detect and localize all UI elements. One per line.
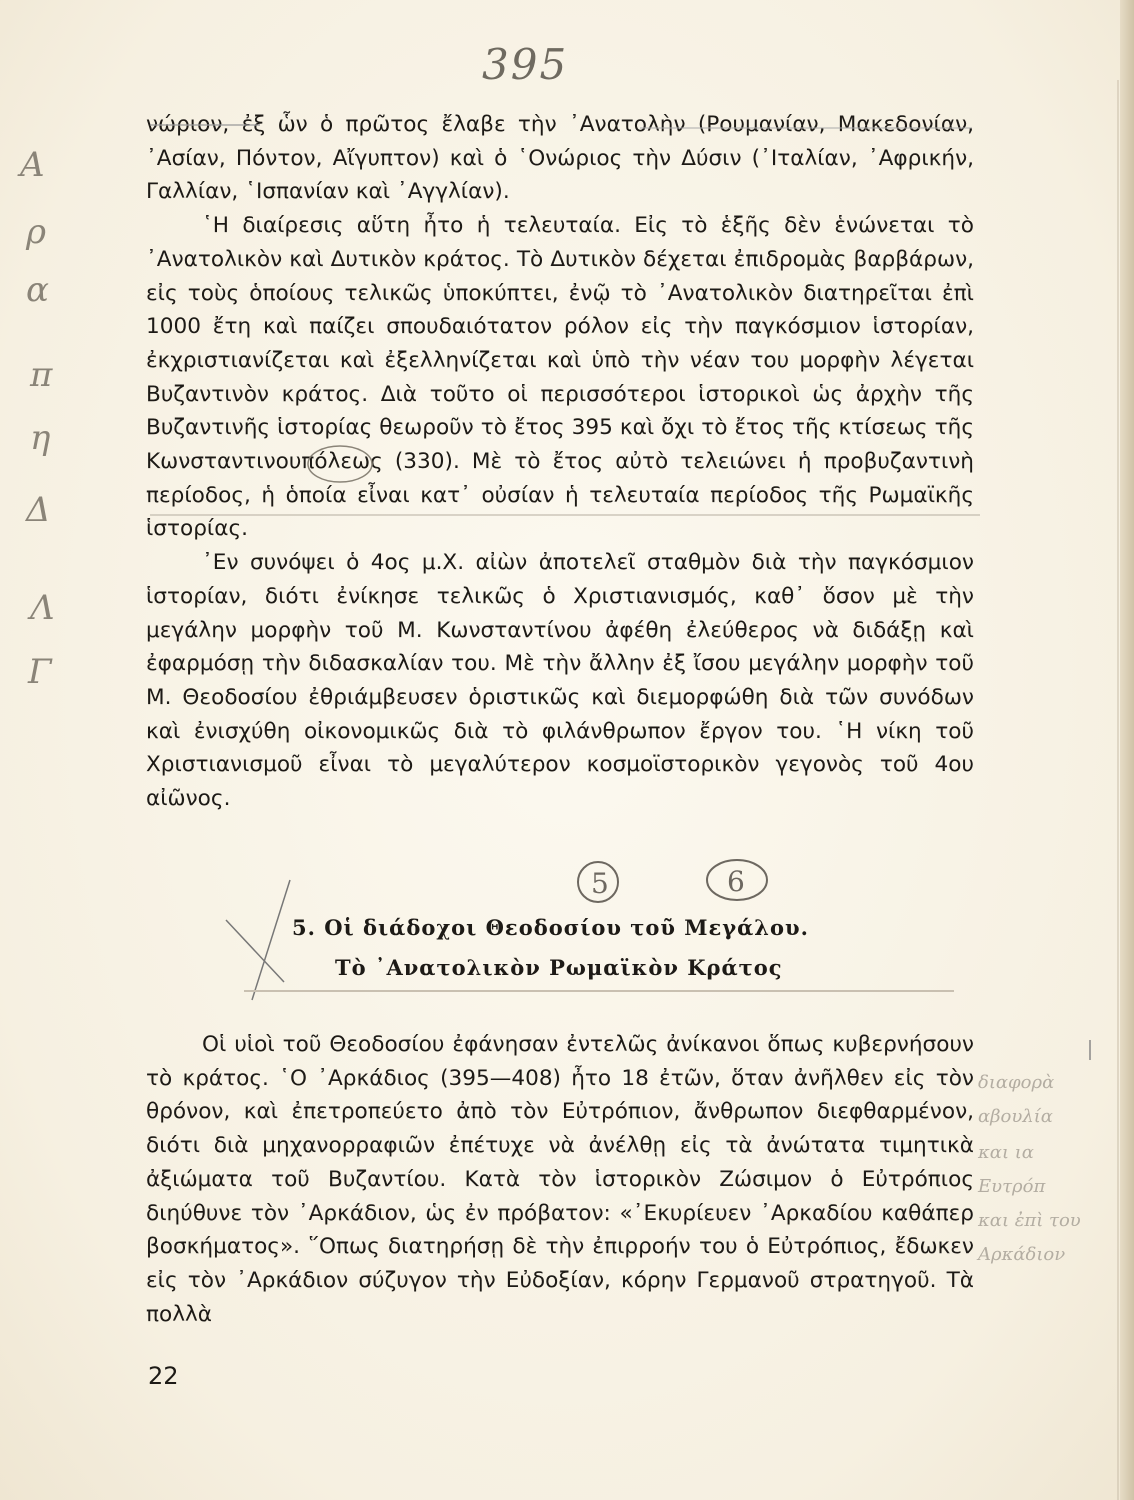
margin-note: Αρκάδιον xyxy=(978,1244,1066,1265)
circled-number: 5 xyxy=(591,867,609,900)
section-heading: 5. Οἱ διάδοχοι Θεοδοσίου τοῦ Μεγάλου. xyxy=(292,915,809,940)
margin-letter: Α xyxy=(20,145,45,185)
margin-note: αβουλία xyxy=(978,1106,1053,1127)
circled-number: 6 xyxy=(727,865,745,898)
paragraph: Οἱ υἱοὶ τοῦ Θεοδοσίου ἐφάνησαν ἐντελῶς ἀνίκανοι ὅπως κυβερνήσουν τὸ κράτος. ῾Ο ᾿Αρκάδιος (395—408) ἦτο 18 ἐτῶν, ὅταν ἀνῆλθεν εἰς τὸν θρόνον, καὶ ἐπετροπεύετο ἀπὸ τὸν Εὐτρόπιον, ἄνθρωπον διεφθαρμένον, διότι διὰ μηχανορραφιῶν ἐπέτυχε νὰ ἀνέλθῃ εἰς τὰ ἀνώτατα τιμητικὰ ἀξιώματα τοῦ Βυζαντίου. Κατὰ τὸν ἱστορικὸν Ζώσιμον ὁ Εὐτρόπιος διηύθυνε τὸν ᾿Αρκάδιον, ὡς ἐν πρόβατον: «᾿Εκυρίευεν ᾿Αρκαδίου καθάπερ βοσκήματος». ῞Οπως διατηρήσῃ δὲ τὴν ἐπιρροήν του ὁ Εὐτρόπιος, ἔδωκεν εἰς τὸν ᾿Αρκάδιον σύζυγον τὴν Εὐδοξίαν, κόρην Γερμανοῦ στρατηγοῦ. Τὰ πολλὰ xyxy=(146,1032,974,1327)
margin-letter: Λ xyxy=(30,588,55,628)
margin-note: και ια xyxy=(978,1142,1034,1163)
section-subheading: Τὸ ᾿Ανατολικὸν Ρωμαϊκὸν Κράτος xyxy=(335,955,783,980)
handwritten-page-number: 395 xyxy=(482,40,569,89)
paragraph: νώριον, ἐξ ὧν ὁ πρῶτος ἔλαβε τὴν ᾿Ανατολὴν (Ρουμανίαν, Μακεδονίαν, ᾿Ασίαν, Πόντον, Αἴγυπτον) καὶ ὁ ῾Ονώριος τὴν Δύσιν (᾿Ιταλίαν, ᾿Αφρικήν, Γαλλίαν, ῾Ισπανίαν καὶ ᾿Αγγλίαν). xyxy=(146,112,974,205)
margin-note: και ἐπὶ του xyxy=(978,1210,1081,1231)
text-block-bottom xyxy=(146,1028,974,1331)
margin-letter: π xyxy=(30,355,53,395)
margin-letter: ρ xyxy=(26,212,46,252)
margin-letter: η xyxy=(30,418,51,458)
margin-note: Ευτρόπ xyxy=(978,1176,1046,1197)
margin-note: διαφορὰ xyxy=(978,1072,1055,1093)
page-number: 22 xyxy=(148,1362,179,1390)
margin-letter: Δ xyxy=(26,490,51,530)
margin-letter: α xyxy=(26,270,49,310)
margin-letter: Γ xyxy=(28,652,52,692)
paragraph: ῾Η διαίρεσις αὕτη ἦτο ἡ τελευταία. Εἰς τὸ ἑξῆς δὲν ἑνώνεται τὸ ᾿Ανατολικὸν καὶ Δυτικὸν κράτος. Τὸ Δυτικὸν δέχεται ἐπιδρομὰς βαρβάρων, εἰς τοὺς ὁποίους τελικῶς ὑποκύπτει, ἐνῷ τὸ ᾿Ανατολικὸν διατηρεῖται ἐπὶ 1000 ἔτη καὶ παίζει σπουδαιότατον ρόλον εἰς τὴν παγκόσμιον ἱστορίαν, ἐκχριστιανίζεται καὶ ἐξελληνίζεται καὶ ὑπὸ τὴν νέαν του μορφὴν λέγεται Βυζαντινὸν κράτος. Διὰ τοῦτο οἱ περισσότεροι ἱστορικοὶ ὡς ἀρχὴν τῆς Βυζαντινῆς ἱστορίας θεωροῦν τὸ ἔτος 395 καὶ ὄχι τὸ ἔτος τῆς κτίσεως τῆς Κωνσταντινουπόλεως (330). Μὲ τὸ ἔτος αὐτὸ τελειώνει ἡ προβυζαντινὴ περίοδος, ἡ ὁποία εἶναι κατ᾿ οὐσίαν ἡ τελευταία περίοδος τῆς Ρωμαϊκῆς ἱστορίας. xyxy=(146,213,974,542)
paragraph: ᾿Εν συνόψει ὁ 4ος μ.Χ. αἰὼν ἀποτελεῖ σταθμὸν διὰ τὴν παγκόσμιον ἱστορίαν, διότι ἐνίκησε τελικῶς ὁ Χριστιανισμός, καθ᾿ ὅσον μὲ τὴν μεγάλην μορφὴν τοῦ Μ. Κωνσταντίνου ἀφέθη ἐλεύθερος νὰ διδάξῃ καὶ ἐφαρμόσῃ τὴν διδασκαλίαν του. Μὲ τὴν ἄλλην ἐξ ἴσου μεγάλην μορφὴν τοῦ Μ. Θεοδοσίου ἐθριάμβευσεν ὁριστικῶς καὶ διεμορφώθη διὰ τῶν συνόδων καὶ ἐνισχύθη οἰκονομικῶς διὰ τὸ φιλάνθρωπον ἔργον του. ῾Η νίκη τοῦ Χριστιανισμοῦ εἶναι τὸ μεγαλύτερον κοσμοϊστορικὸν γεγονὸς τοῦ 4ου αἰῶνος. xyxy=(146,550,974,812)
divider xyxy=(244,990,954,992)
